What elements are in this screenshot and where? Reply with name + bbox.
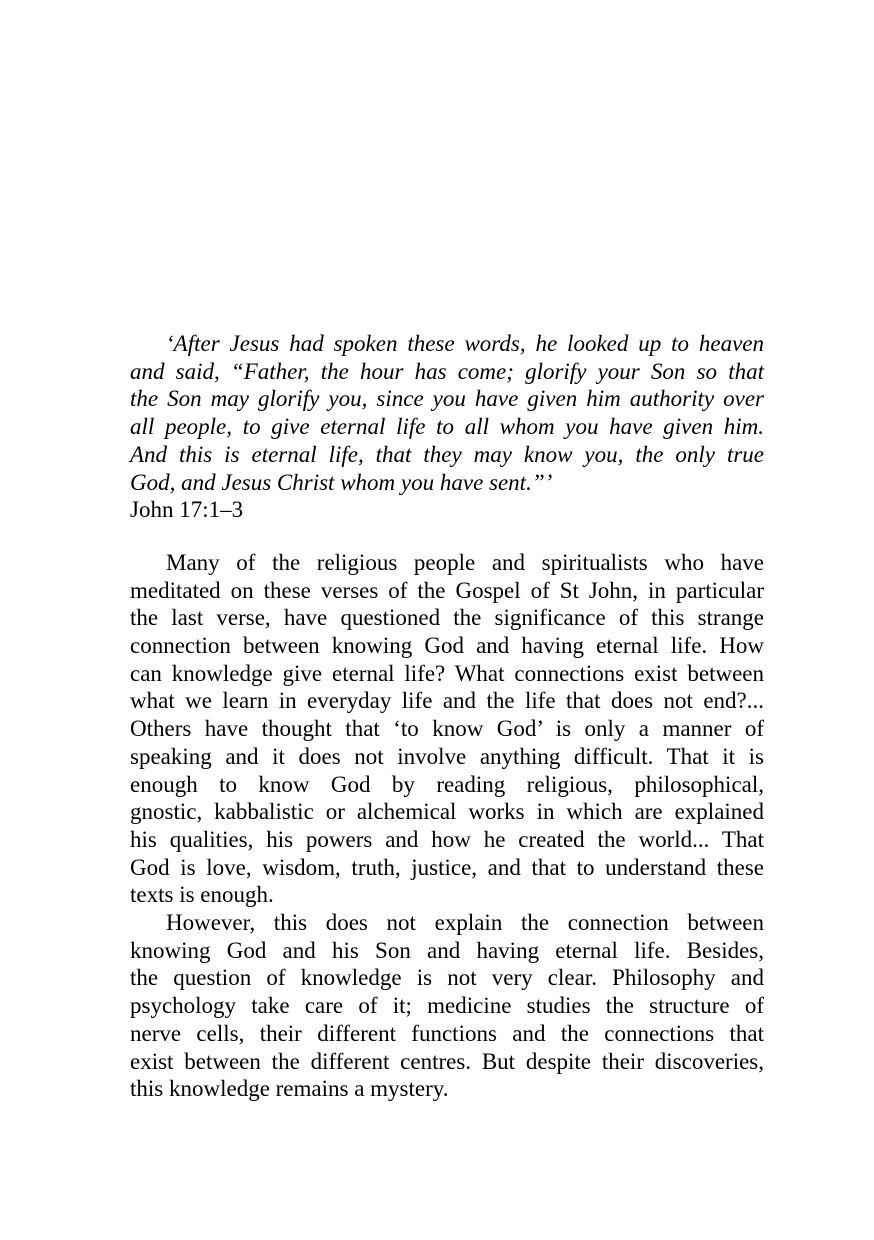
text-line: God, and Jesus Christ whom you have sent.”’	[130, 469, 553, 495]
text-line: the Son may glorify you, since you have given him authority over	[130, 386, 764, 412]
text-line: knowing God and his Son and having eternal life. Besides,	[130, 937, 764, 963]
text-line: enough to know God by reading religious, philosophical,	[130, 771, 764, 797]
text-line: However, this does not explain the connection between	[166, 910, 764, 936]
text-line: what we learn in everyday life and the life that does not end?...	[130, 688, 764, 714]
text-column	[130, 330, 764, 1103]
body-paragraph-2	[130, 909, 764, 1103]
text-line: connection between knowing God and having eternal life. How	[130, 633, 764, 659]
text-line: God is love, wisdom, truth, justice, and that to understand these	[130, 854, 764, 880]
scripture-reference: John 17:1–3	[130, 497, 244, 523]
epigraph-quote	[130, 330, 764, 496]
text-line: the last verse, have questioned the significance of this strange	[130, 605, 764, 631]
text-line: nerve cells, their different functions and the connections that	[130, 1020, 764, 1046]
text-line: texts is enough.	[130, 882, 274, 908]
text-line: this knowledge remains a mystery.	[130, 1076, 449, 1102]
text-line: Others have thought that ‘to know God’ is only a manner of	[130, 716, 764, 742]
text-line: exist between the different centres. But despite their discoveries,	[130, 1048, 764, 1074]
text-line: psychology take care of it; medicine studies the structure of	[130, 993, 764, 1019]
text-line: the question of knowledge is not very clear. Philosophy and	[130, 965, 764, 991]
body-paragraph-1	[130, 549, 764, 909]
text-line: and said, “Father, the hour has come; glorify your Son so that	[130, 358, 764, 384]
text-line: speaking and it does not involve anything difficult. That it is	[130, 743, 764, 769]
text-line: his qualities, his powers and how he created the world... That	[130, 826, 764, 852]
text-line: can knowledge give eternal life? What connections exist between	[130, 660, 764, 686]
text-line: all people, to give eternal life to all whom you have given him.	[130, 414, 764, 440]
text-line: meditated on these verses of the Gospel of St John, in particular	[130, 577, 764, 603]
text-line: And this is eternal life, that they may know you, the only true	[130, 441, 764, 467]
text-line: Many of the religious people and spiritualists who have	[166, 549, 764, 575]
text-line: gnostic, kabbalistic or alchemical works in which are explained	[130, 799, 764, 825]
text-line: ‘After Jesus had spoken these words, he looked up to heaven	[166, 331, 764, 356]
